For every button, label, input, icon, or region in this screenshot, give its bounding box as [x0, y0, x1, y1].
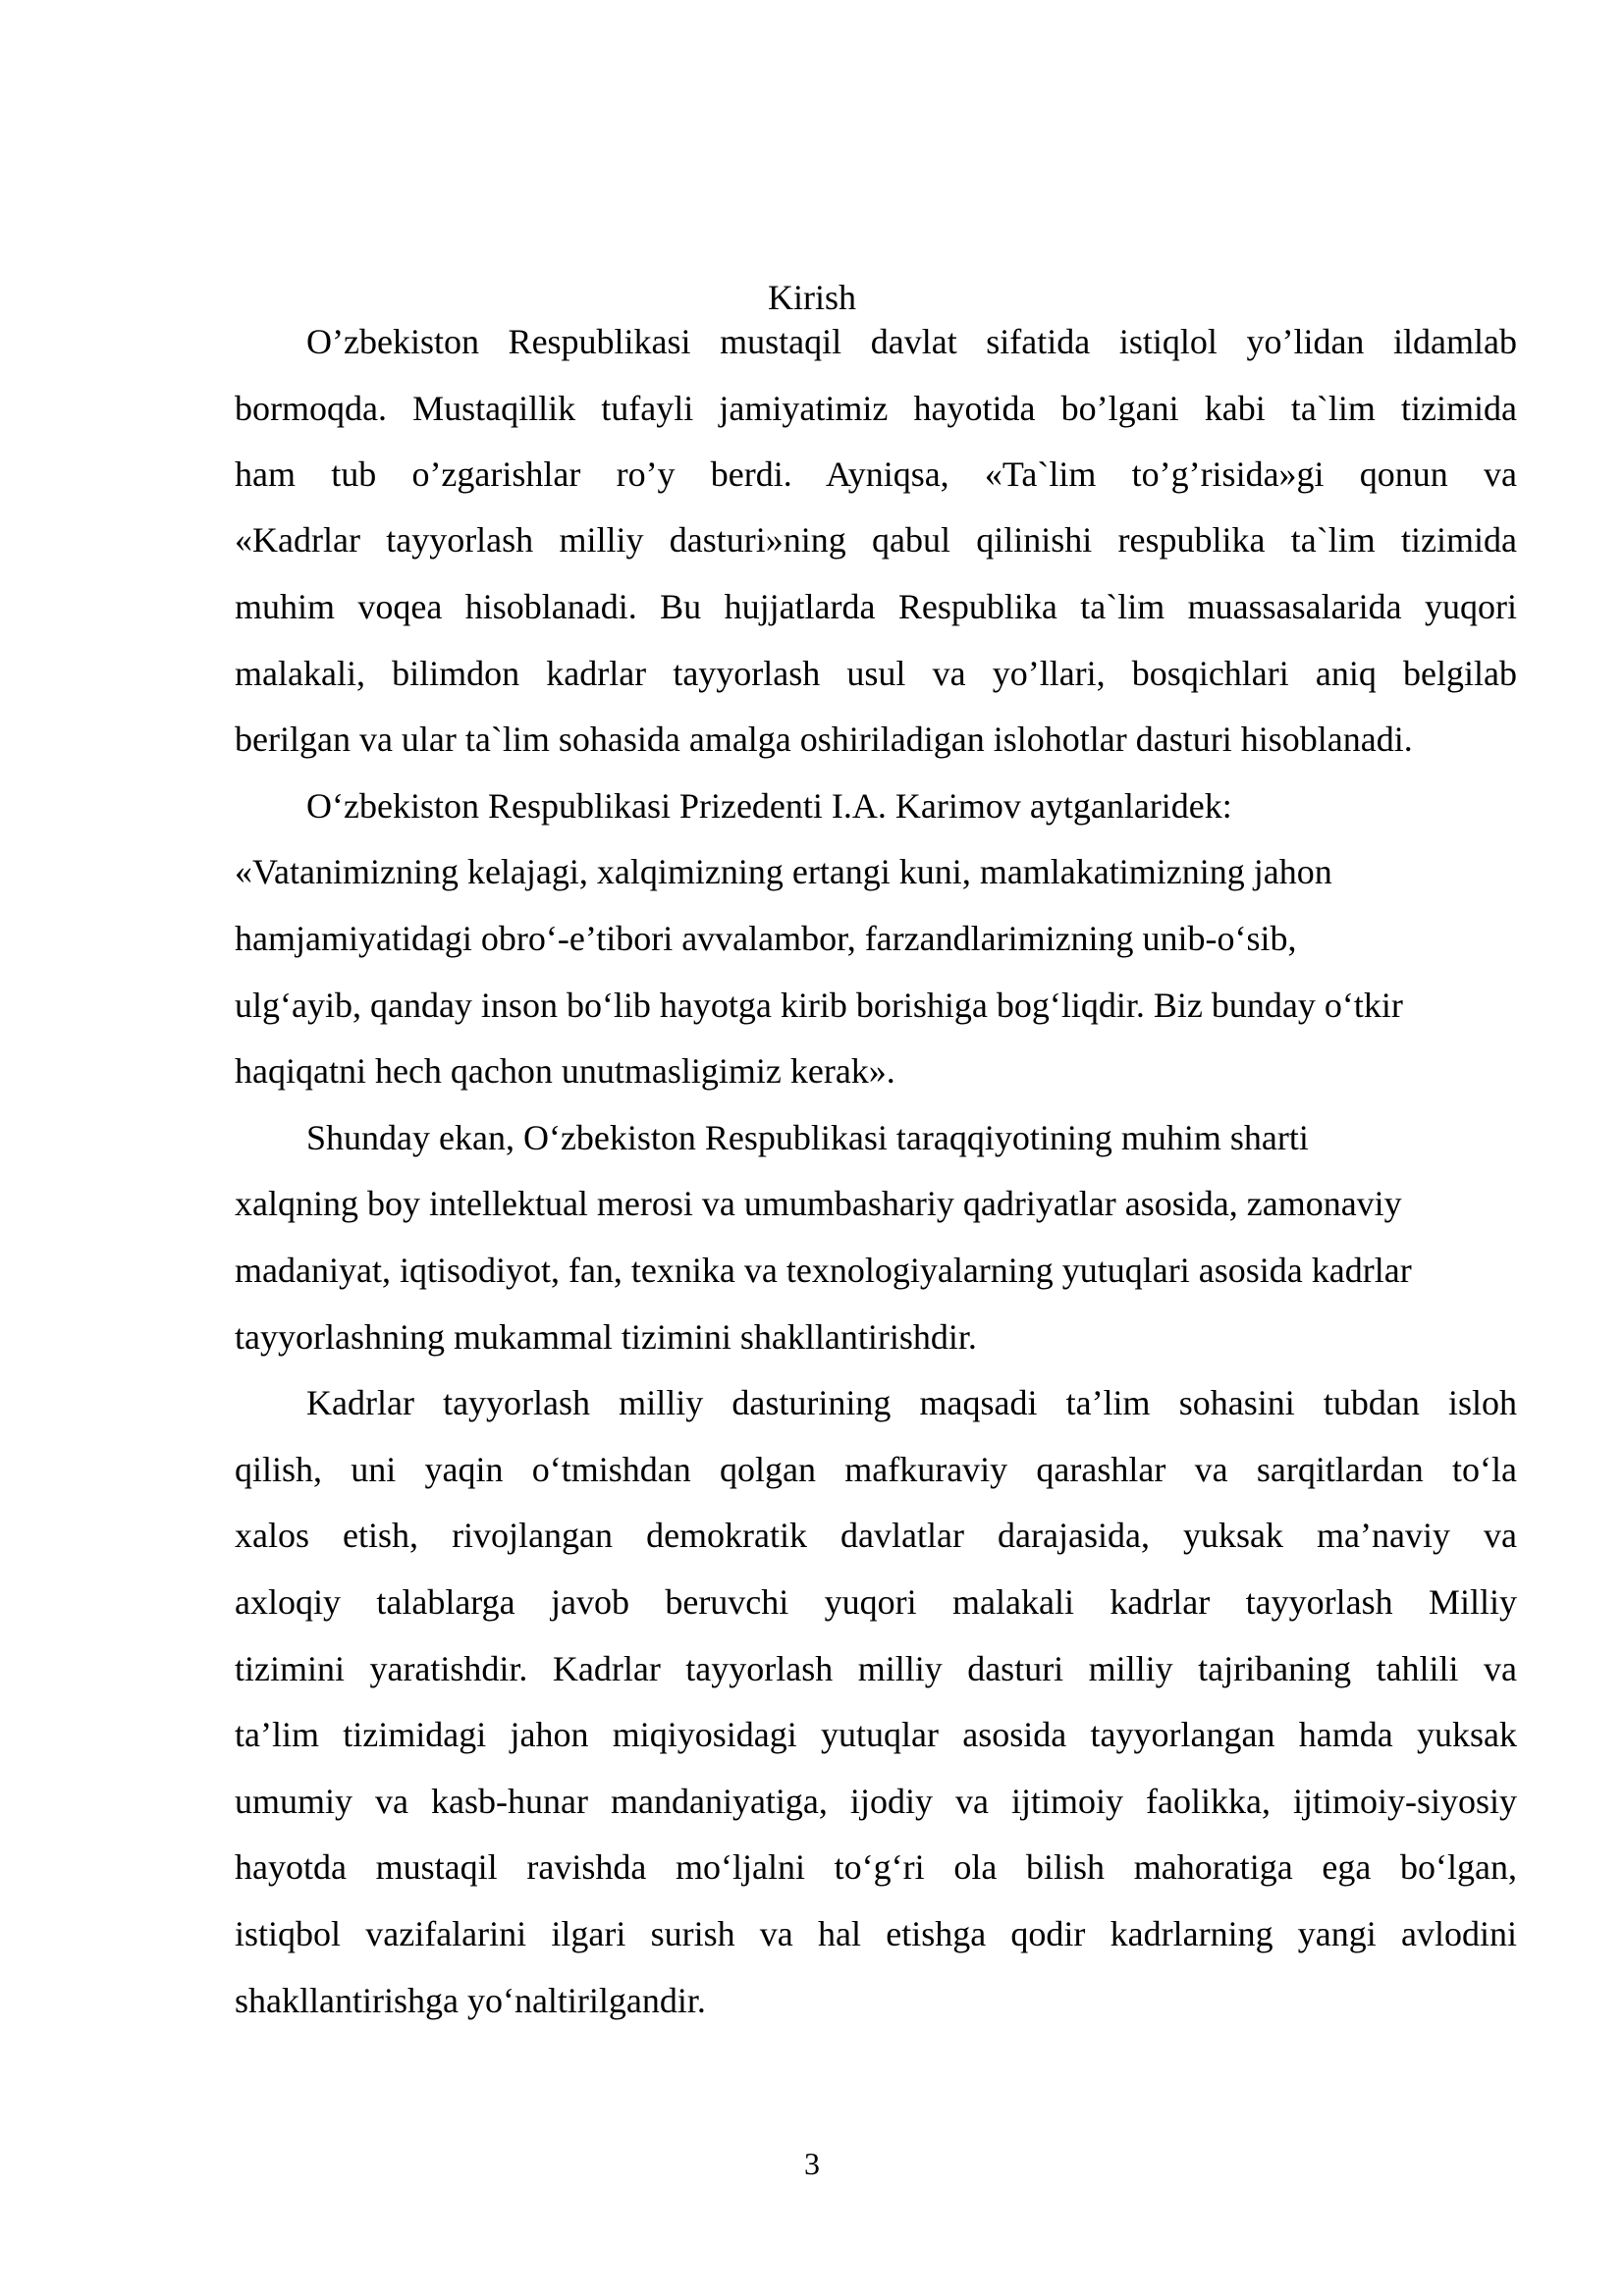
text-line: berilgan va ular ta`lim sohasida amalga oshiriladigan islohotlar dasturi hisoblanadi. — [235, 720, 1413, 759]
text-line: hayotda mustaqil ravishda mo‘ljalni to‘g‘ri ola bilish mahoratiga ega bo‘lgan, — [235, 1847, 1517, 1887]
text-line: malakali, bilimdon kadrlar tayyorlash usul va yo’llari, bosqichlari aniq belgilab — [235, 654, 1517, 693]
text-line: tizimini yaratishdir. Kadrlar tayyorlash milliy dasturi milliy tajribaning tahlili va — [235, 1649, 1517, 1688]
page-title: Kirish — [768, 278, 856, 317]
text-line: Kadrlar tayyorlash milliy dasturining maqsadi ta’lim sohasini tubdan isloh — [306, 1383, 1517, 1422]
text-line: umumiy va kasb-hunar mandaniyatiga, ijodiy va ijtimoiy faolikka, ijtimoiy-siyosiy — [235, 1782, 1517, 1821]
text-line: tayyorlashning mukammal tizimini shakllantirishdir. — [235, 1317, 977, 1357]
text-line: haqiqatni hech qachon unutmasligimiz kerak». — [235, 1051, 895, 1091]
text-line: O’zbekiston Respublikasi mustaqil davlat sifatida istiqlol yo’lidan ildamlab — [306, 322, 1517, 361]
text-line: ulg‘ayib, qanday inson bo‘lib hayotga kirib borishiga bog‘liqdir. Biz bunday o‘tkir — [235, 986, 1403, 1025]
text-line: bormoqda. Mustaqillik tufayli jamiyatimiz hayotida bo’lgani kabi ta`lim tizimida — [235, 389, 1517, 428]
text-line: xalos etish, rivojlangan demokratik davlatlar darajasida, yuksak ma’naviy va — [235, 1516, 1517, 1555]
text-line: hamjamiyatidagi obro‘-e’tibori avvalambor, farzandlarimizning unib-o‘sib, — [235, 919, 1297, 958]
page-number: 3 — [804, 2146, 820, 2181]
text-line: qilish, uni yaqin o‘tmishdan qolgan mafkuraviy qarashlar va sarqitlardan to‘la — [235, 1450, 1517, 1489]
text-line: ta’lim tizimidagi jahon miqiyosidagi yutuqlar asosida tayyorlangan hamda yuksak — [235, 1715, 1517, 1754]
text-line: muhim voqea hisoblanadi. Bu hujjatlarda Respublika ta`lim muassasalarida yuqori — [235, 587, 1517, 626]
text-line: «Kadrlar tayyorlash milliy dasturi»ning qabul qilinishi respublika ta`lim tizimida — [235, 520, 1517, 560]
text-line: shakllantirishga yo‘naltirilgandir. — [235, 1981, 706, 2020]
text-line: ham tub o’zgarishlar ro’y berdi. Ayniqsa, «Ta`lim to’g’risida»gi qonun va — [235, 454, 1517, 494]
text-line: xalqning boy intellektual merosi va umumbashariy qadriyatlar asosida, zamonaviy — [235, 1184, 1402, 1223]
text-line: «Vatanimizning kelajagi, xalqimizning ertangi kuni, mamlakatimizning jahon — [235, 852, 1332, 891]
text-line: O‘zbekiston Respublikasi Prizedenti I.A. Karimov aytganlaridek: — [306, 786, 1232, 826]
text-line: istiqbol vazifalarini ilgari surish va hal etishga qodir kadrlarning yangi avlodini — [235, 1914, 1517, 1953]
text-line: axloqiy talablarga javob beruvchi yuqori malakali kadrlar tayyorlash Milliy — [235, 1582, 1517, 1622]
text-line: Shunday ekan, O‘zbekiston Respublikasi taraqqiyotining muhim sharti — [306, 1118, 1309, 1157]
text-line: madaniyat, iqtisodiyot, fan, texnika va texnologiyalarning yutuqlari asosida kadrlar — [235, 1251, 1412, 1290]
